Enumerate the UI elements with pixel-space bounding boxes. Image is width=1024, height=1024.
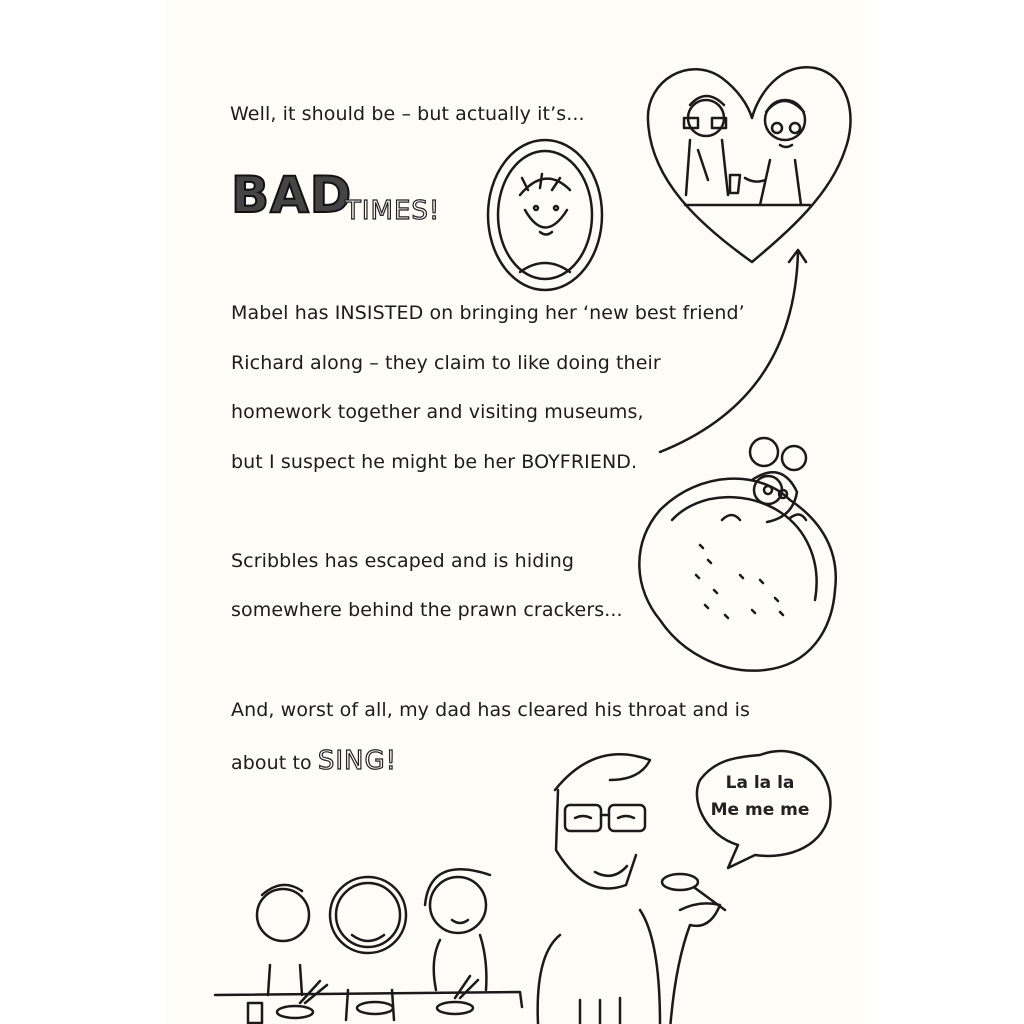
prawn-cracker-illustration xyxy=(639,438,835,671)
sing-word: SING! xyxy=(317,746,398,776)
bad-heading: BAD xyxy=(231,166,353,224)
paragraph-3-line-1: And, worst of all, my dad has cleared his throat and is xyxy=(231,699,751,721)
heart-couple-illustration xyxy=(648,67,851,262)
family-table-illustration xyxy=(215,869,522,1023)
speech-bubble-line-2: Me me me xyxy=(710,800,810,820)
speech-bubble-line-1: La la la xyxy=(725,773,795,793)
times-heading: TIMES! xyxy=(345,196,441,226)
intro-line: Well, it should be – but actually it’s... xyxy=(230,103,585,125)
paragraph-1-line-1: Mabel has INSISTED on bringing her ‘new best friend’ xyxy=(231,302,745,324)
curved-arrow xyxy=(660,252,798,452)
paragraph-2-line-2: somewhere behind the prawn crackers... xyxy=(231,599,623,621)
paragraph-1-line-4: but I suspect he might be her BOYFRIEND. xyxy=(231,451,638,473)
paragraph-1-line-3: homework together and visiting museums, xyxy=(231,401,644,423)
about-to-text: about to xyxy=(231,752,312,774)
paragraph-1-line-2: Richard along – they claim to like doing their xyxy=(231,352,661,374)
paragraph-2-line-1: Scribbles has escaped and is hiding xyxy=(231,550,575,572)
portrait-frame-illustration xyxy=(488,140,602,290)
